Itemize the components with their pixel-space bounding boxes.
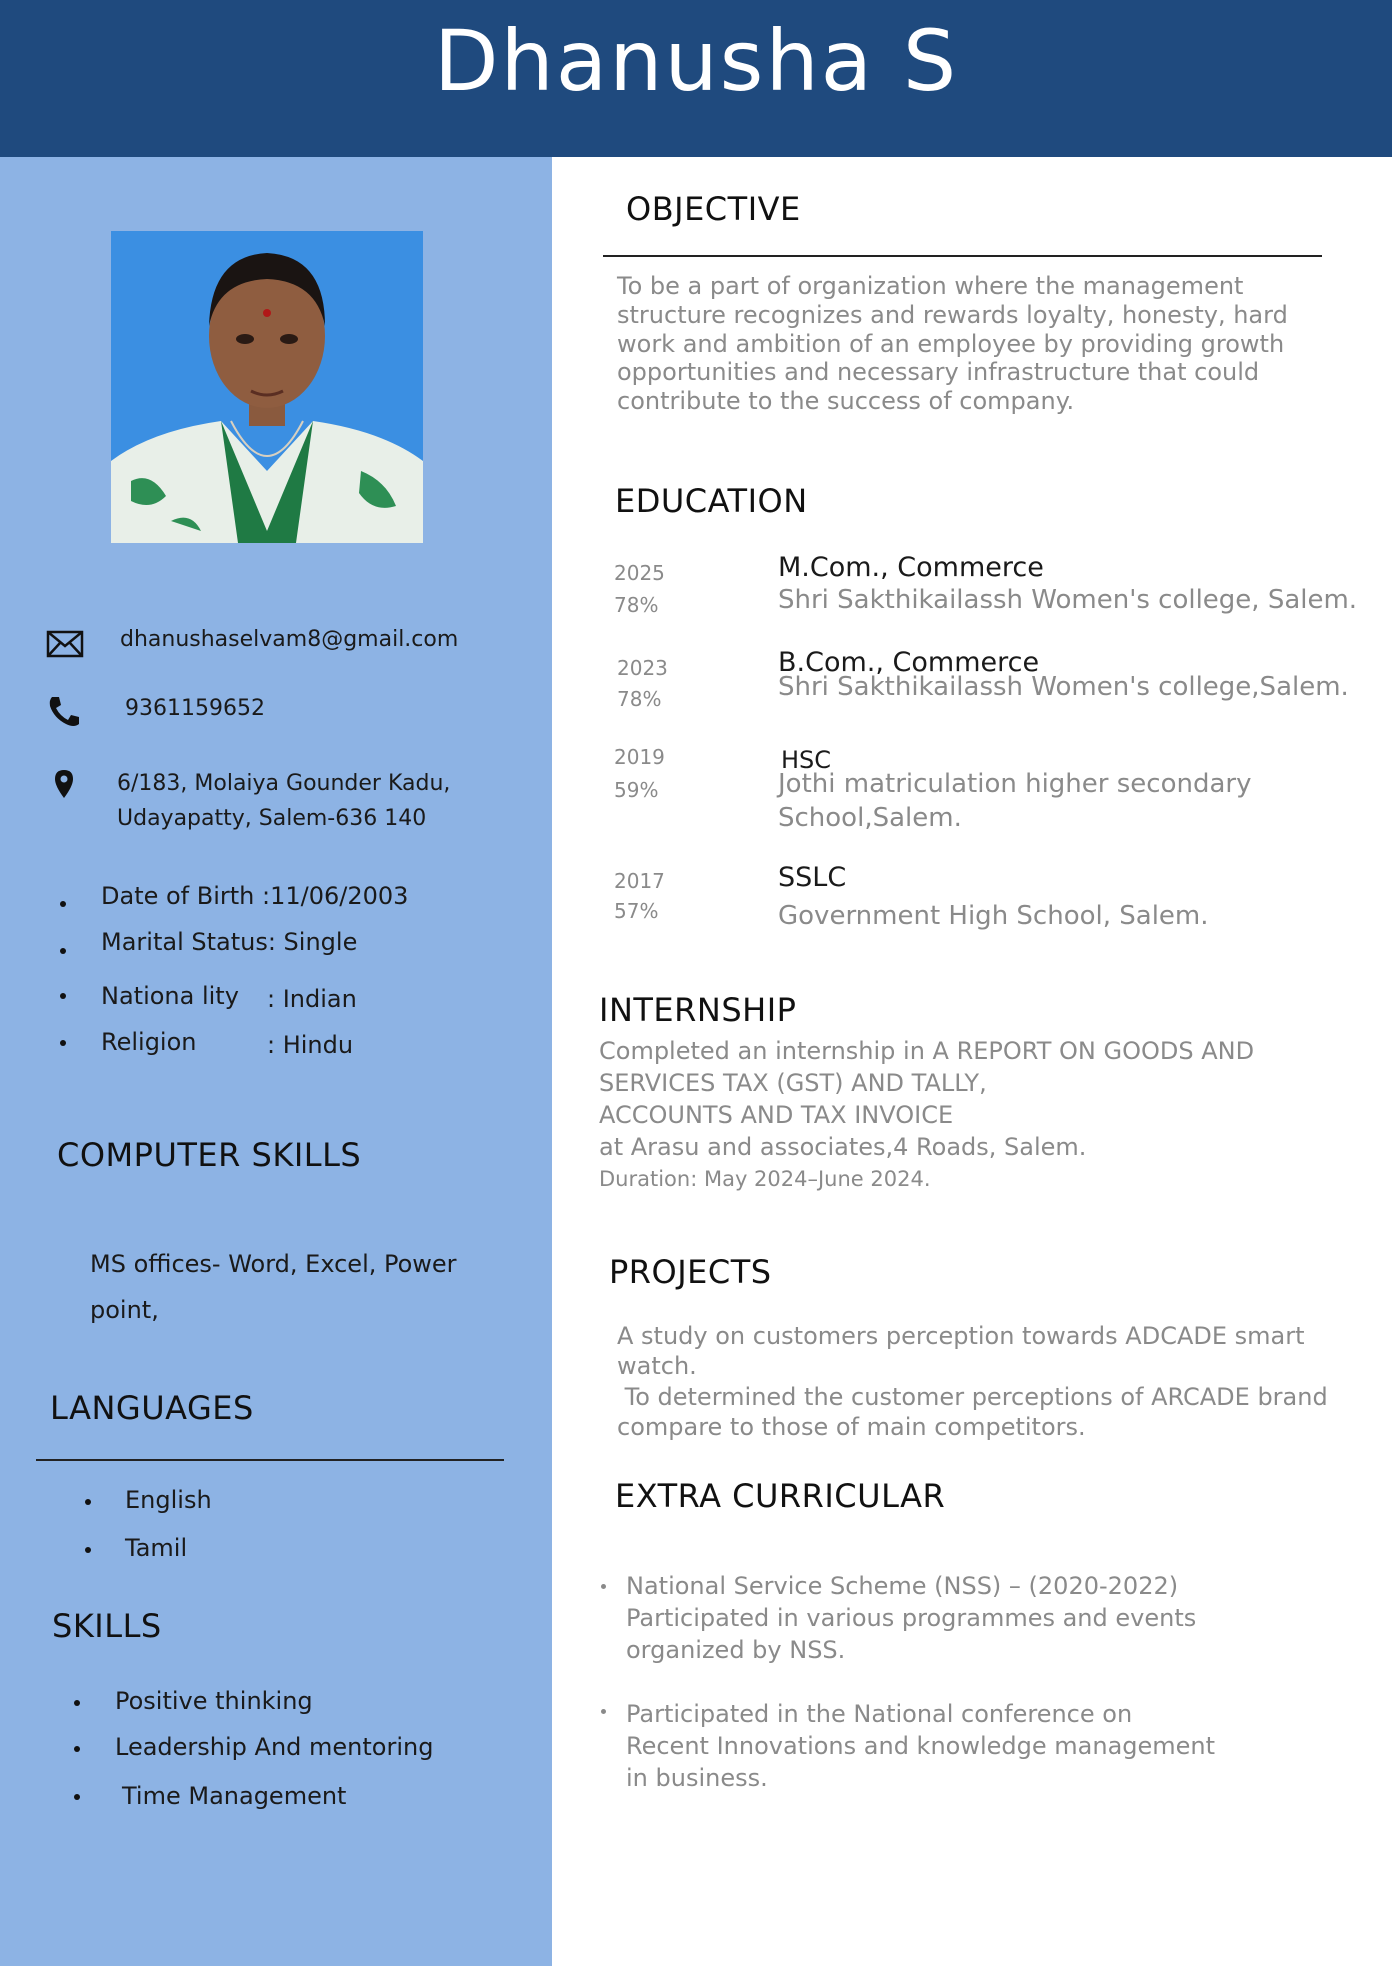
objective-line: To be a part of organization where the management [617,272,1244,300]
objective-line: structure recognizes and rewards loyalty, honesty, hard [617,301,1288,329]
extra-item-line: Recent Innovations and knowledge management [626,1732,1216,1760]
skill-item: Positive thinking [115,1687,313,1715]
internship-line: at Arasu and associates,4 Roads, Salem. [599,1133,1087,1161]
education-degree: M.Com., Commerce [778,552,1044,583]
language-item: Tamil [125,1534,188,1562]
languages-title: LANGUAGES [50,1389,254,1427]
extra-item-line: Participated in various programmes and events [626,1604,1197,1632]
education-score: 59% [614,778,659,802]
project-line: To determined the customer perceptions of ARCADE brand [617,1383,1328,1411]
bullet [85,1547,91,1553]
bullet [60,901,66,907]
education-degree: SSLC [778,862,847,893]
bullet [60,948,66,954]
bullet [74,1700,80,1706]
education-year: 2025 [614,561,665,585]
computer-skills-line-1: MS offices- Word, Excel, Power [90,1250,457,1278]
address-line-1: 6/183, Molaiya Gounder Kadu, [117,771,451,796]
skills-title: SKILLS [52,1607,162,1645]
skill-item: Time Management [122,1782,347,1810]
objective-line: work and ambition of an employee by providing growth [617,330,1285,358]
religion-label: Religion [101,1028,197,1056]
education-institution: Jothi matriculation higher secondary [778,769,1252,799]
language-item: English [125,1486,212,1514]
projects-title: PROJECTS [609,1253,772,1291]
bullet [74,1794,80,1800]
education-score: 57% [614,899,659,923]
bullet [60,993,66,999]
extra-curricular-title: EXTRA CURRICULAR [615,1477,946,1515]
internship-duration: Duration: May 2024–June 2024. [599,1167,931,1191]
objective-title: OBJECTIVE [626,190,801,228]
religion-value: : Hindu [267,1031,354,1059]
extra-item-line: National Service Scheme (NSS) – (2020-2022) [626,1572,1179,1600]
education-score: 78% [617,687,662,711]
computer-skills-title: COMPUTER SKILLS [57,1136,362,1174]
internship-title: INTERNSHIP [599,991,797,1029]
skill-item: Leadership And mentoring [115,1733,434,1761]
objective-line: opportunities and necessary infrastructure that could [617,358,1260,386]
bullet [74,1746,80,1752]
extra-item-line: Participated in the National conference on [626,1700,1133,1728]
extra-item-line: in business. [626,1764,768,1792]
computer-skills-line-2: point, [90,1296,159,1324]
languages-divider [36,1459,504,1461]
bullet [601,1709,606,1714]
candidate-name: Dhanusha S [433,12,959,110]
nationality-value: : Indian [267,985,357,1013]
education-title: EDUCATION [615,482,808,520]
resume-header [0,0,1392,157]
internship-line: SERVICES TAX (GST) AND TALLY, [599,1069,987,1097]
bullet [60,1040,66,1046]
extra-item-line: organized by NSS. [626,1636,846,1664]
phone-icon [46,694,82,734]
education-year: 2017 [614,869,665,893]
project-line: A study on customers perception towards ADCADE smart [617,1322,1305,1350]
education-degree: B.Com., Commerce [778,647,1040,678]
internship-line: ACCOUNTS AND TAX INVOICE [599,1101,954,1129]
education-year: 2019 [614,745,665,769]
education-score: 78% [614,593,659,617]
education-institution: Shri Sakthikailassh Women's college, Salem. [778,585,1358,615]
education-institution: Government High School, Salem. [778,901,1209,931]
objective-line: contribute to the success of company. [617,387,1075,415]
date-of-birth: Date of Birth :11/06/2003 [101,882,409,910]
bullet [601,1584,606,1589]
phone-text: 9361159652 [125,696,265,721]
location-pin-icon [55,770,73,802]
project-line: watch. [617,1352,697,1380]
project-line: compare to those of main competitors. [617,1413,1086,1441]
education-degree: HSC [781,746,832,774]
address-line-2: Udayapatty, Salem-636 140 [117,806,427,831]
objective-divider [603,255,1322,257]
education-institution: Shri Sakthikailassh Women's college,Salem. [778,672,1349,702]
bullet [85,1499,91,1505]
education-year: 2023 [617,656,668,680]
marital-status: Marital Status: Single [101,928,358,956]
education-institution-line-2: School,Salem. [778,803,962,833]
nationality-label: Nationa lity [101,982,239,1010]
envelope-icon [46,630,84,662]
internship-line: Completed an internship in A REPORT ON GOODS AND [599,1037,1255,1065]
profile-photo [111,231,423,543]
email-text: dhanushaselvam8@gmail.com [120,627,459,652]
